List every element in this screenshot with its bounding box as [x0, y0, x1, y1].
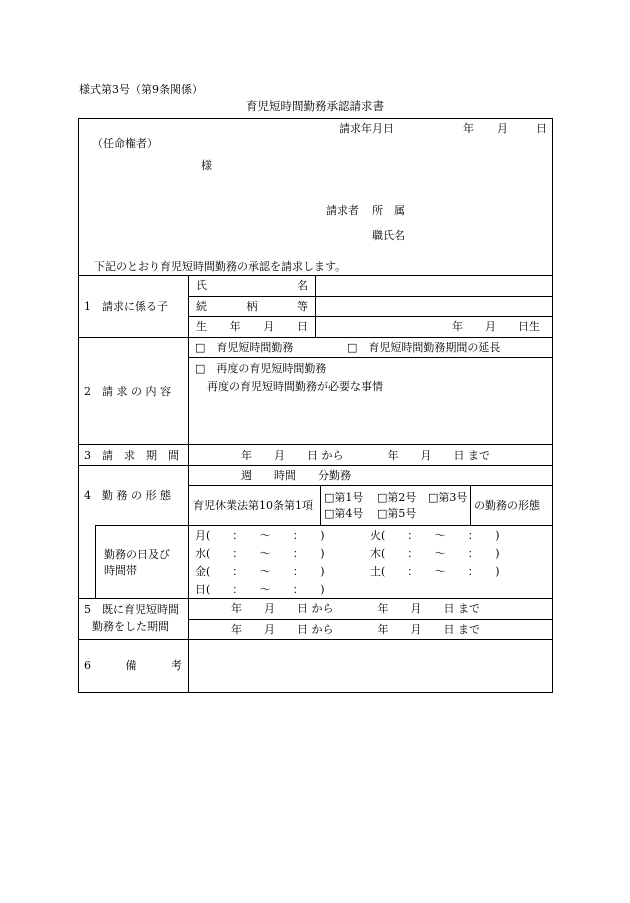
law-reference: 育児休業法第10条第1項 [193, 499, 313, 512]
form-number: 様式第3号（第9条関係） [79, 83, 203, 96]
day-sunday: 日( ： 〜 ： ) [195, 583, 325, 596]
day-wednesday: 水( ： 〜 ： ) [195, 547, 325, 560]
day-tuesday: 火( ： 〜 ： ) [370, 529, 500, 542]
day-thursday: 木( ： 〜 ： ) [370, 547, 500, 560]
rule [188, 316, 553, 317]
section5-label: 5 既に育児短時間 [84, 603, 179, 616]
schedule-label-2: 時間帯 [104, 564, 137, 577]
checkbox-icon[interactable]: □ [195, 341, 206, 354]
form-title: 育児短時間勤務承認請求書 [246, 99, 384, 113]
position-name-label: 職氏名 [372, 229, 405, 242]
rule [188, 357, 553, 358]
option-again[interactable]: □ 再度の育児短時間勤務 [195, 362, 327, 375]
checkbox-icon[interactable]: □ [324, 507, 335, 520]
checkbox-icon[interactable]: □ [377, 507, 388, 520]
rule [188, 485, 553, 486]
child-relation-label: 続 柄 等 [196, 300, 308, 313]
sama-label: 様 [201, 159, 212, 172]
item-3[interactable]: □第3号 [428, 491, 468, 504]
checkbox-icon[interactable]: □ [324, 491, 335, 504]
day-saturday: 土( ： 〜 ： ) [370, 565, 500, 578]
column-divider [95, 525, 96, 598]
prior-period-2: 年 月 日 から 年 月 日 まで [231, 623, 480, 636]
section4-label: 4 勤 務 の 形 態 [84, 489, 171, 502]
section5-label-2: 勤務をした期間 [92, 620, 169, 633]
request-month-unit: 月 [497, 122, 508, 135]
column-divider [315, 275, 316, 337]
item-5[interactable]: □第5号 [377, 507, 417, 520]
rule [78, 639, 553, 640]
rule [78, 444, 553, 445]
section3-label: 3 請 求 期 間 [84, 449, 179, 462]
appointer-label: （任命権者） [92, 137, 158, 150]
section6-label: 6 備 考 [84, 659, 182, 672]
reason-label: 再度の育児短時間勤務が必要な事情 [207, 380, 383, 393]
option-extension[interactable]: □ 育児短時間勤務期間の延長 [347, 341, 501, 354]
affiliation-label: 所 属 [372, 204, 405, 217]
section1-label: 1 請求に係る子 [84, 300, 168, 313]
column-divider [188, 275, 189, 693]
rule [188, 296, 553, 297]
item-4[interactable]: □第4号 [324, 507, 364, 520]
item-1[interactable]: □第1号 [324, 491, 364, 504]
intro-text: 下記のとおり育児短時間勤務の承認を請求します。 [94, 260, 347, 273]
child-birth-label: 生 年 月 日 [196, 320, 308, 333]
request-day-unit: 日 [536, 122, 547, 135]
checkbox-icon[interactable]: □ [377, 491, 388, 504]
section2-label: 2 請 求 の 内 容 [84, 385, 171, 398]
requester-label: 請求者 [326, 204, 359, 217]
form-suffix: の勤務の形態 [474, 499, 540, 512]
request-year-unit: 年 [463, 122, 474, 135]
rule [78, 465, 553, 466]
checkbox-icon[interactable]: □ [195, 362, 206, 375]
column-divider [470, 485, 471, 525]
schedule-label: 勤務の日及び [104, 548, 170, 561]
rule [188, 619, 553, 620]
option-short-time[interactable]: □ 育児短時間勤務 [195, 341, 294, 354]
request-date-label: 請求年月日 [339, 122, 394, 135]
checkbox-icon[interactable]: □ [347, 341, 358, 354]
day-friday: 金( ： 〜 ： ) [195, 565, 325, 578]
day-monday: 月( ： 〜 ： ) [195, 529, 325, 542]
prior-period-1: 年 月 日 から 年 月 日 まで [231, 602, 480, 615]
rule [78, 337, 553, 338]
rule [95, 525, 553, 526]
request-period: 年 月 日 から 年 月 日 まで [241, 449, 490, 462]
item-2[interactable]: □第2号 [377, 491, 417, 504]
column-divider [320, 485, 321, 525]
rule [78, 598, 553, 599]
weekly-hours: 週 時間 分勤務 [241, 469, 351, 482]
checkbox-icon[interactable]: □ [428, 491, 439, 504]
child-birth-value: 年 月 日生 [452, 320, 540, 333]
child-name-label: 氏 名 [196, 279, 308, 292]
